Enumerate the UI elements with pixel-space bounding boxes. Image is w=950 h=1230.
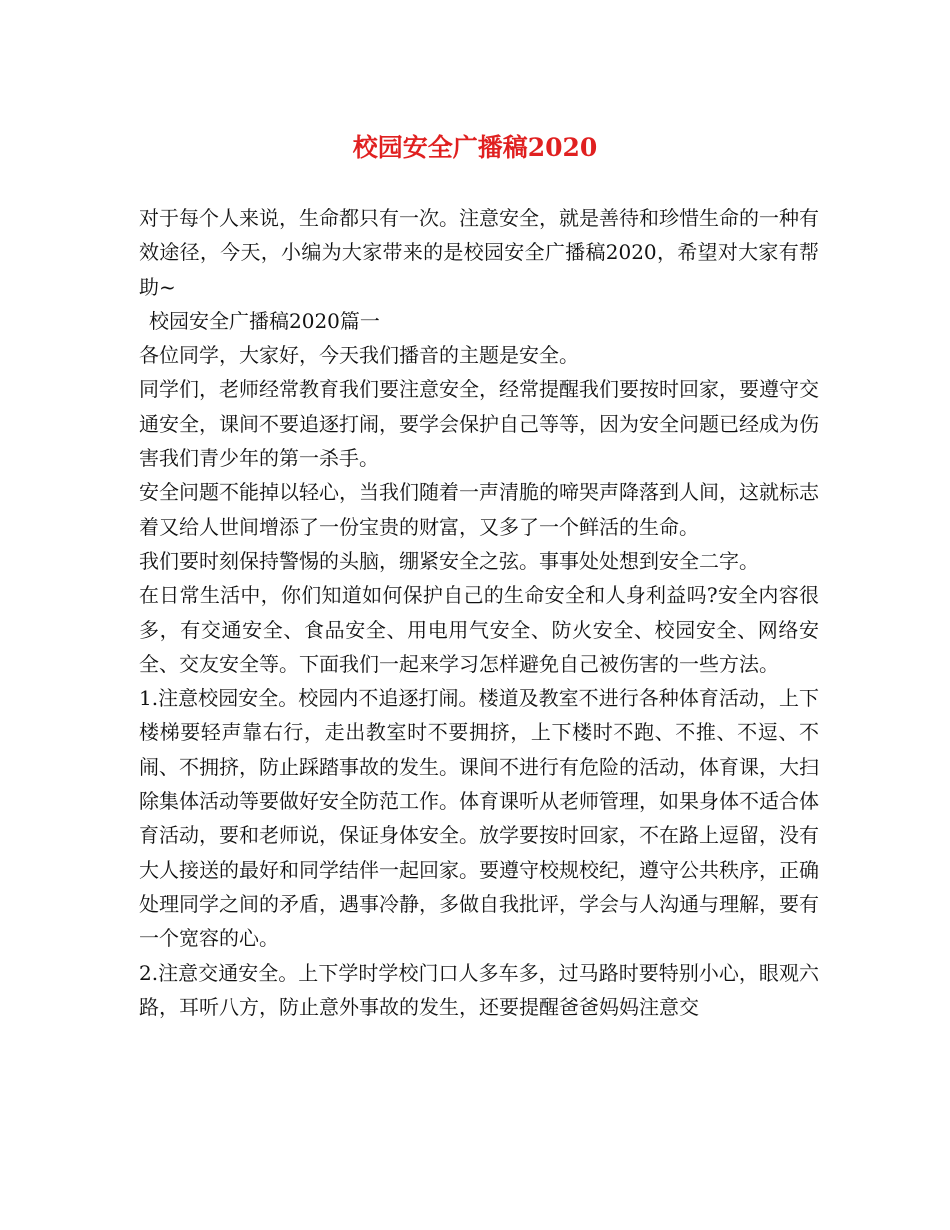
document-title: 校园安全广播稿2020	[352, 133, 598, 162]
list-item-paragraph: 1.注意校园安全。校园内不追逐打闹。楼道及教室不进行各种体育活动，上下楼梯要轻声靠右行，走出教室时不要拥挤，上下楼时不跑、不推、不逗、不闹、不拥挤，防止踩踏事故的发生。课间不进行有危险的活动，体育课，大扫除集体活动等要做好安全防范工作。体育课听从老师管理，如果身体不适合体育活动，要和老师说，保证身体安全。放学要按时回家，不在路上逗留，没有大人接送的最好和同学结伴一起回家。要遵守校规校纪，遵守公共秩序，正确处理同学之间的矛盾，遇事冷静，多做自我批评，学会与人沟通与理解，要有一个宽容的心。	[139, 686, 819, 951]
intro-paragraph: 对于每个人来说，生命都只有一次。注意安全，就是善待和珍惜生命的一种有效途径，今天，小编为大家带来的是校园安全广播稿2020，希望对大家有帮助~	[139, 206, 819, 299]
body-paragraph: 安全问题不能掉以轻心，当我们随着一声清脆的啼哭声降落到人间，这就标志着又给人世间增添了一份宝贵的财富，又多了一个鲜活的生命。	[139, 480, 819, 539]
body-paragraph: 在日常生活中，你们知道如何保护自己的生命安全和人身利益吗?安全内容很多，有交通安全、食品安全、用电用气安全、防火安全、校园安全、网络安全、交友安全等。下面我们一起来学习怎样避免自己被伤害的一些方法。	[139, 583, 819, 676]
body-paragraph: 各位同学，大家好，今天我们播音的主题是安全。	[139, 343, 579, 368]
list-item-paragraph: 2.注意交通安全。上下学时学校门口人多车多，过马路时要特别小心，眼观六路，耳听八方，防止意外事故的发生，还要提醒爸爸妈妈注意交	[139, 960, 819, 1019]
body-paragraph: 我们要时刻保持警惕的头脑，绷紧安全之弦。事事处处想到安全二字。	[139, 548, 759, 573]
document-body	[139, 201, 819, 1024]
body-paragraph: 同学们，老师经常教育我们要注意安全，经常提醒我们要按时回家，要遵守交通安全，课间不要追逐打闹，要学会保护自己等等，因为安全问题已经成为伤害我们青少年的第一杀手。	[139, 377, 819, 471]
section-heading: 校园安全广播稿2020篇一	[149, 308, 380, 333]
